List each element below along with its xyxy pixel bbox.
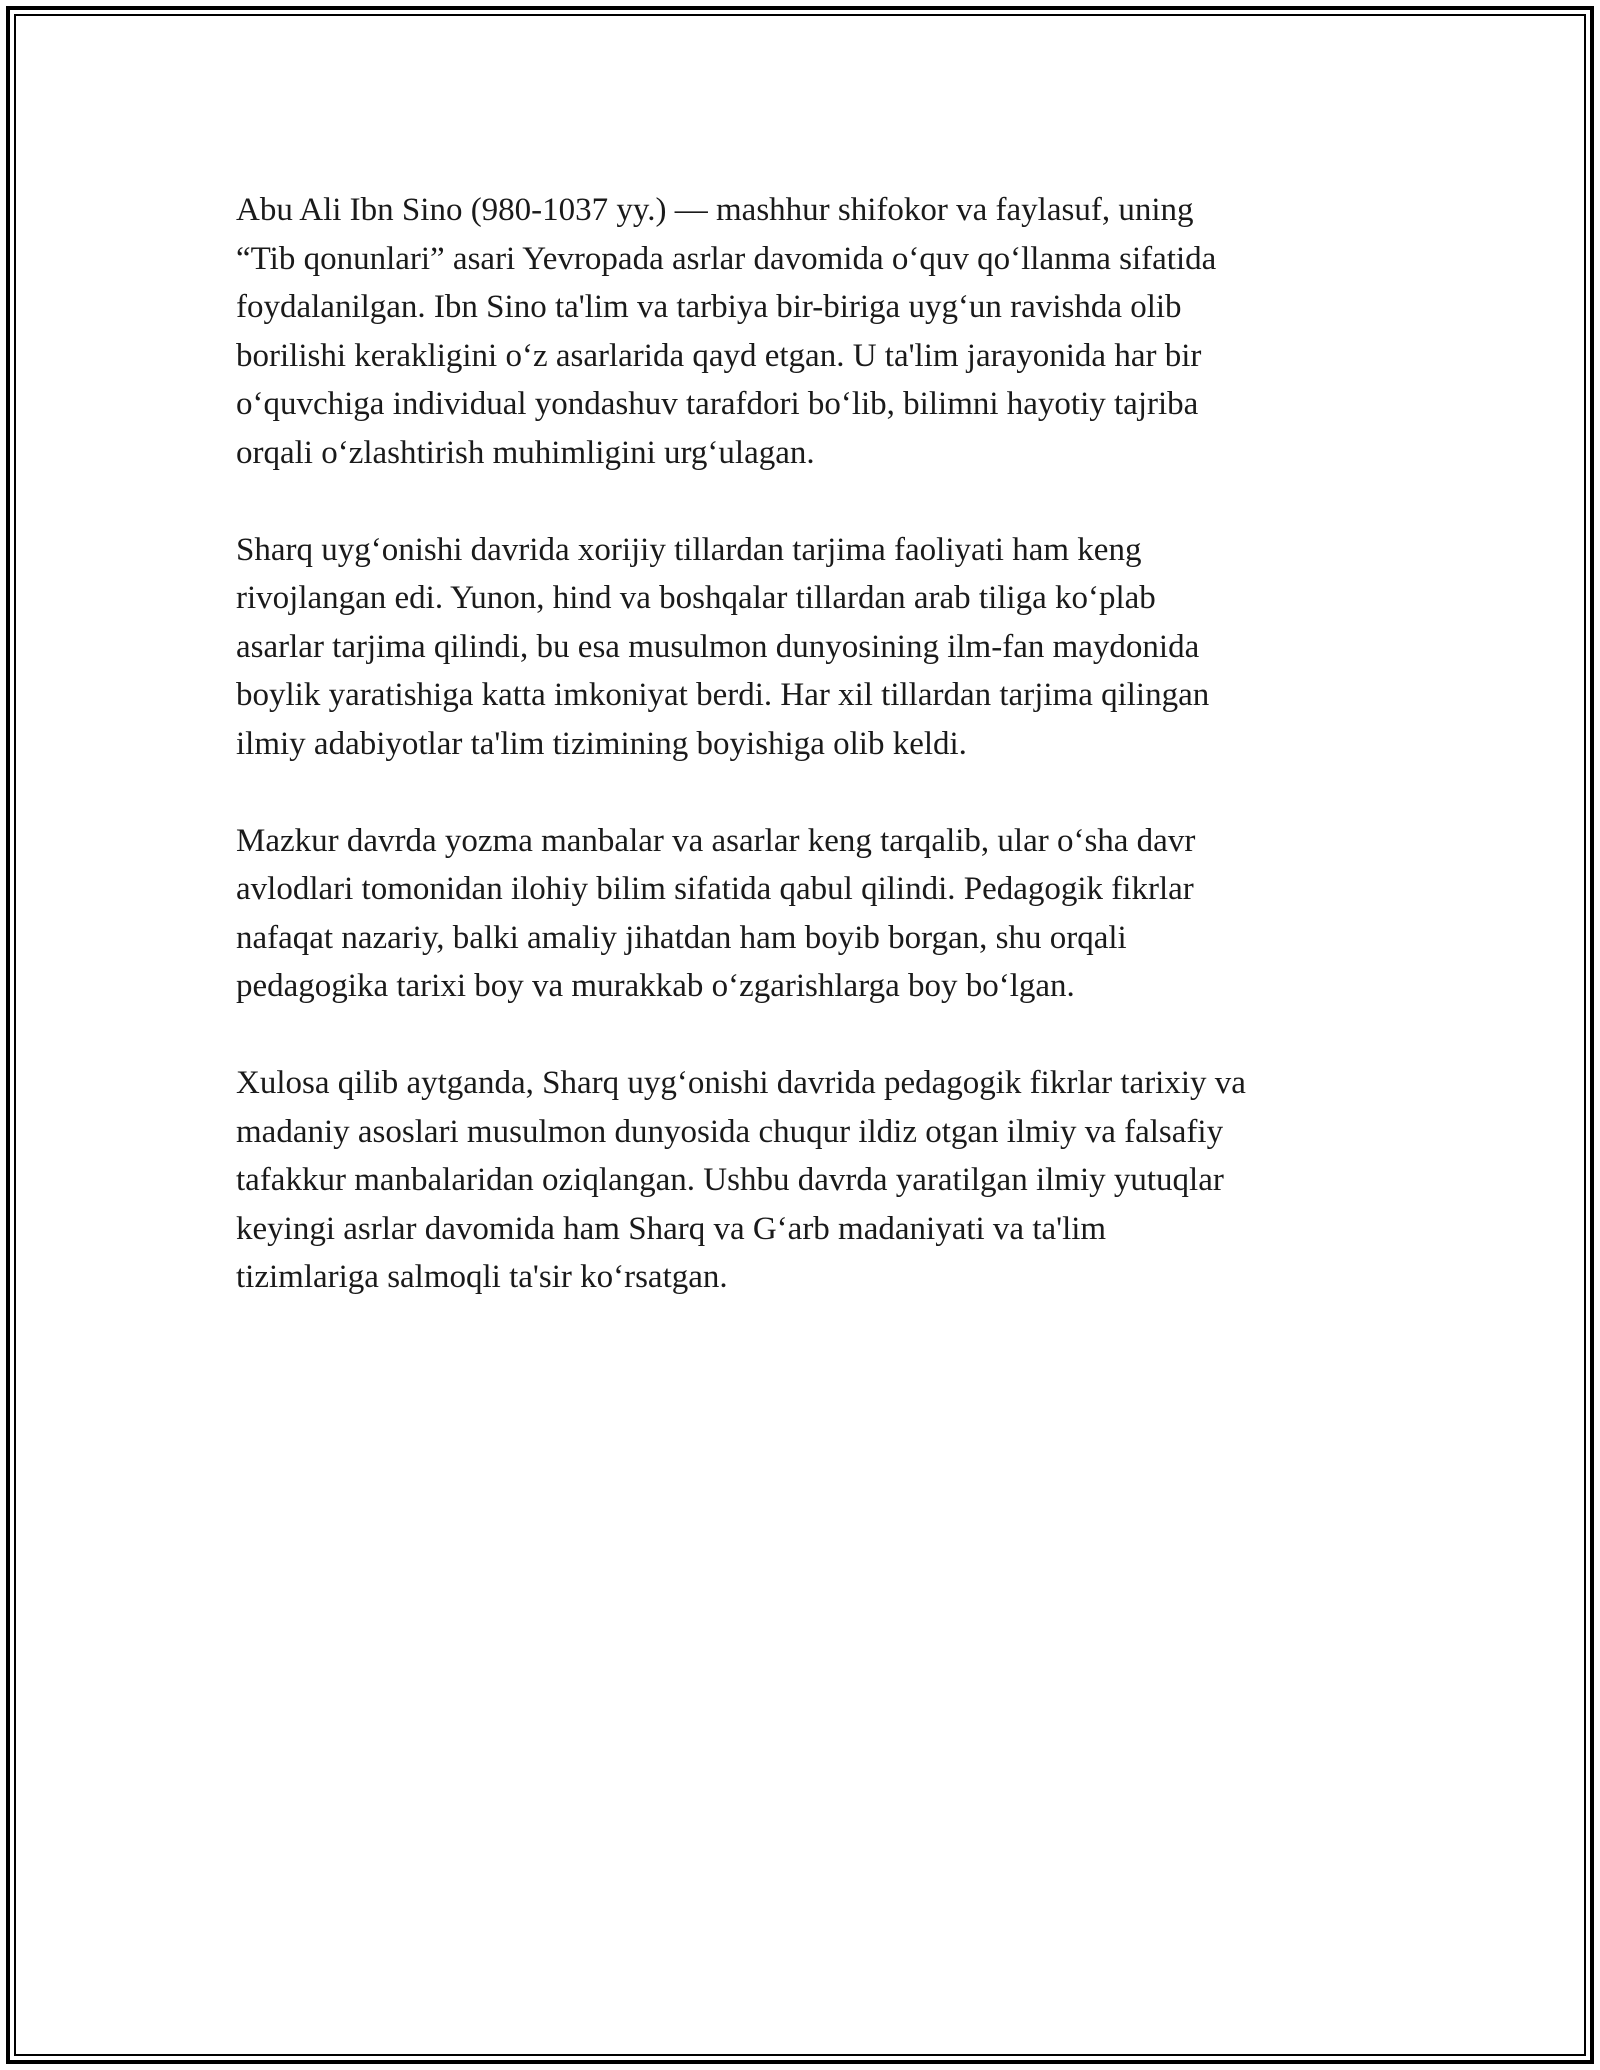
paragraph-conclusion: Xulosa qilib aytganda, Sharq uyg‘onishi davrida pedagogik fikrlar tarixiy va madaniy asoslari musulmon dunyosida chuqur ildiz otgan ilmiy va falsafiy tafakkur manbalaridan oziqlangan. Ushbu davrda yaratilgan ilmiy yutuqlar keyingi asrlar davomida ham Sharq va G‘arb madaniyati va ta'lim tizimlariga salmoqli ta'sir ko‘rsatgan. (236, 1065, 1246, 1295)
document-body (236, 186, 1366, 1350)
paragraph-translation: Sharq uyg‘onishi davrida xorijiy tillardan tarjima faoliyati ham keng rivojlangan edi. Yunon, hind va boshqalar tillardan arab tiliga ko‘plab asarlar tarjima qilindi, bu esa musulmon dunyosining ilm-fan maydonida boylik yaratishiga katta imkoniyat berdi. Har xil tillardan tarjima qilingan ilmiy adabiyotlar ta'lim tizimining boyishiga olib keldi. (236, 531, 1210, 762)
paragraph-written-sources: Mazkur davrda yozma manbalar va asarlar keng tarqalib, ular o‘sha davr avlodlari tomonidan ilohiy bilim sifatida qabul qilindi. Pedagogik fikrlar nafaqat nazariy, balki amaliy jihatdan ham boyib borgan, shu orqali pedagogika tarixi boy va murakkab o‘zgarishlarga boy bo‘lgan. (236, 822, 1196, 1004)
paragraph-ibn-sino: Abu Ali Ibn Sino (980-1037 yy.) — mashhur shifokor va faylasuf, uning “Tib qonunlari” asari Yevropada asrlar davomida o‘quv qo‘llanma sifatida foydalanilgan. Ibn Sino ta'lim va tarbiya bir-biriga uyg‘un ravishda olib borilishi kerakligini o‘z asarlarida qayd etgan. U ta'lim jarayonida har bir o‘quvchiga individual yondashuv tarafdori bo‘lib, bilimni hayotiy tajriba orqali o‘zlashtirish muhimligini urg‘ulagan. (236, 192, 1217, 471)
